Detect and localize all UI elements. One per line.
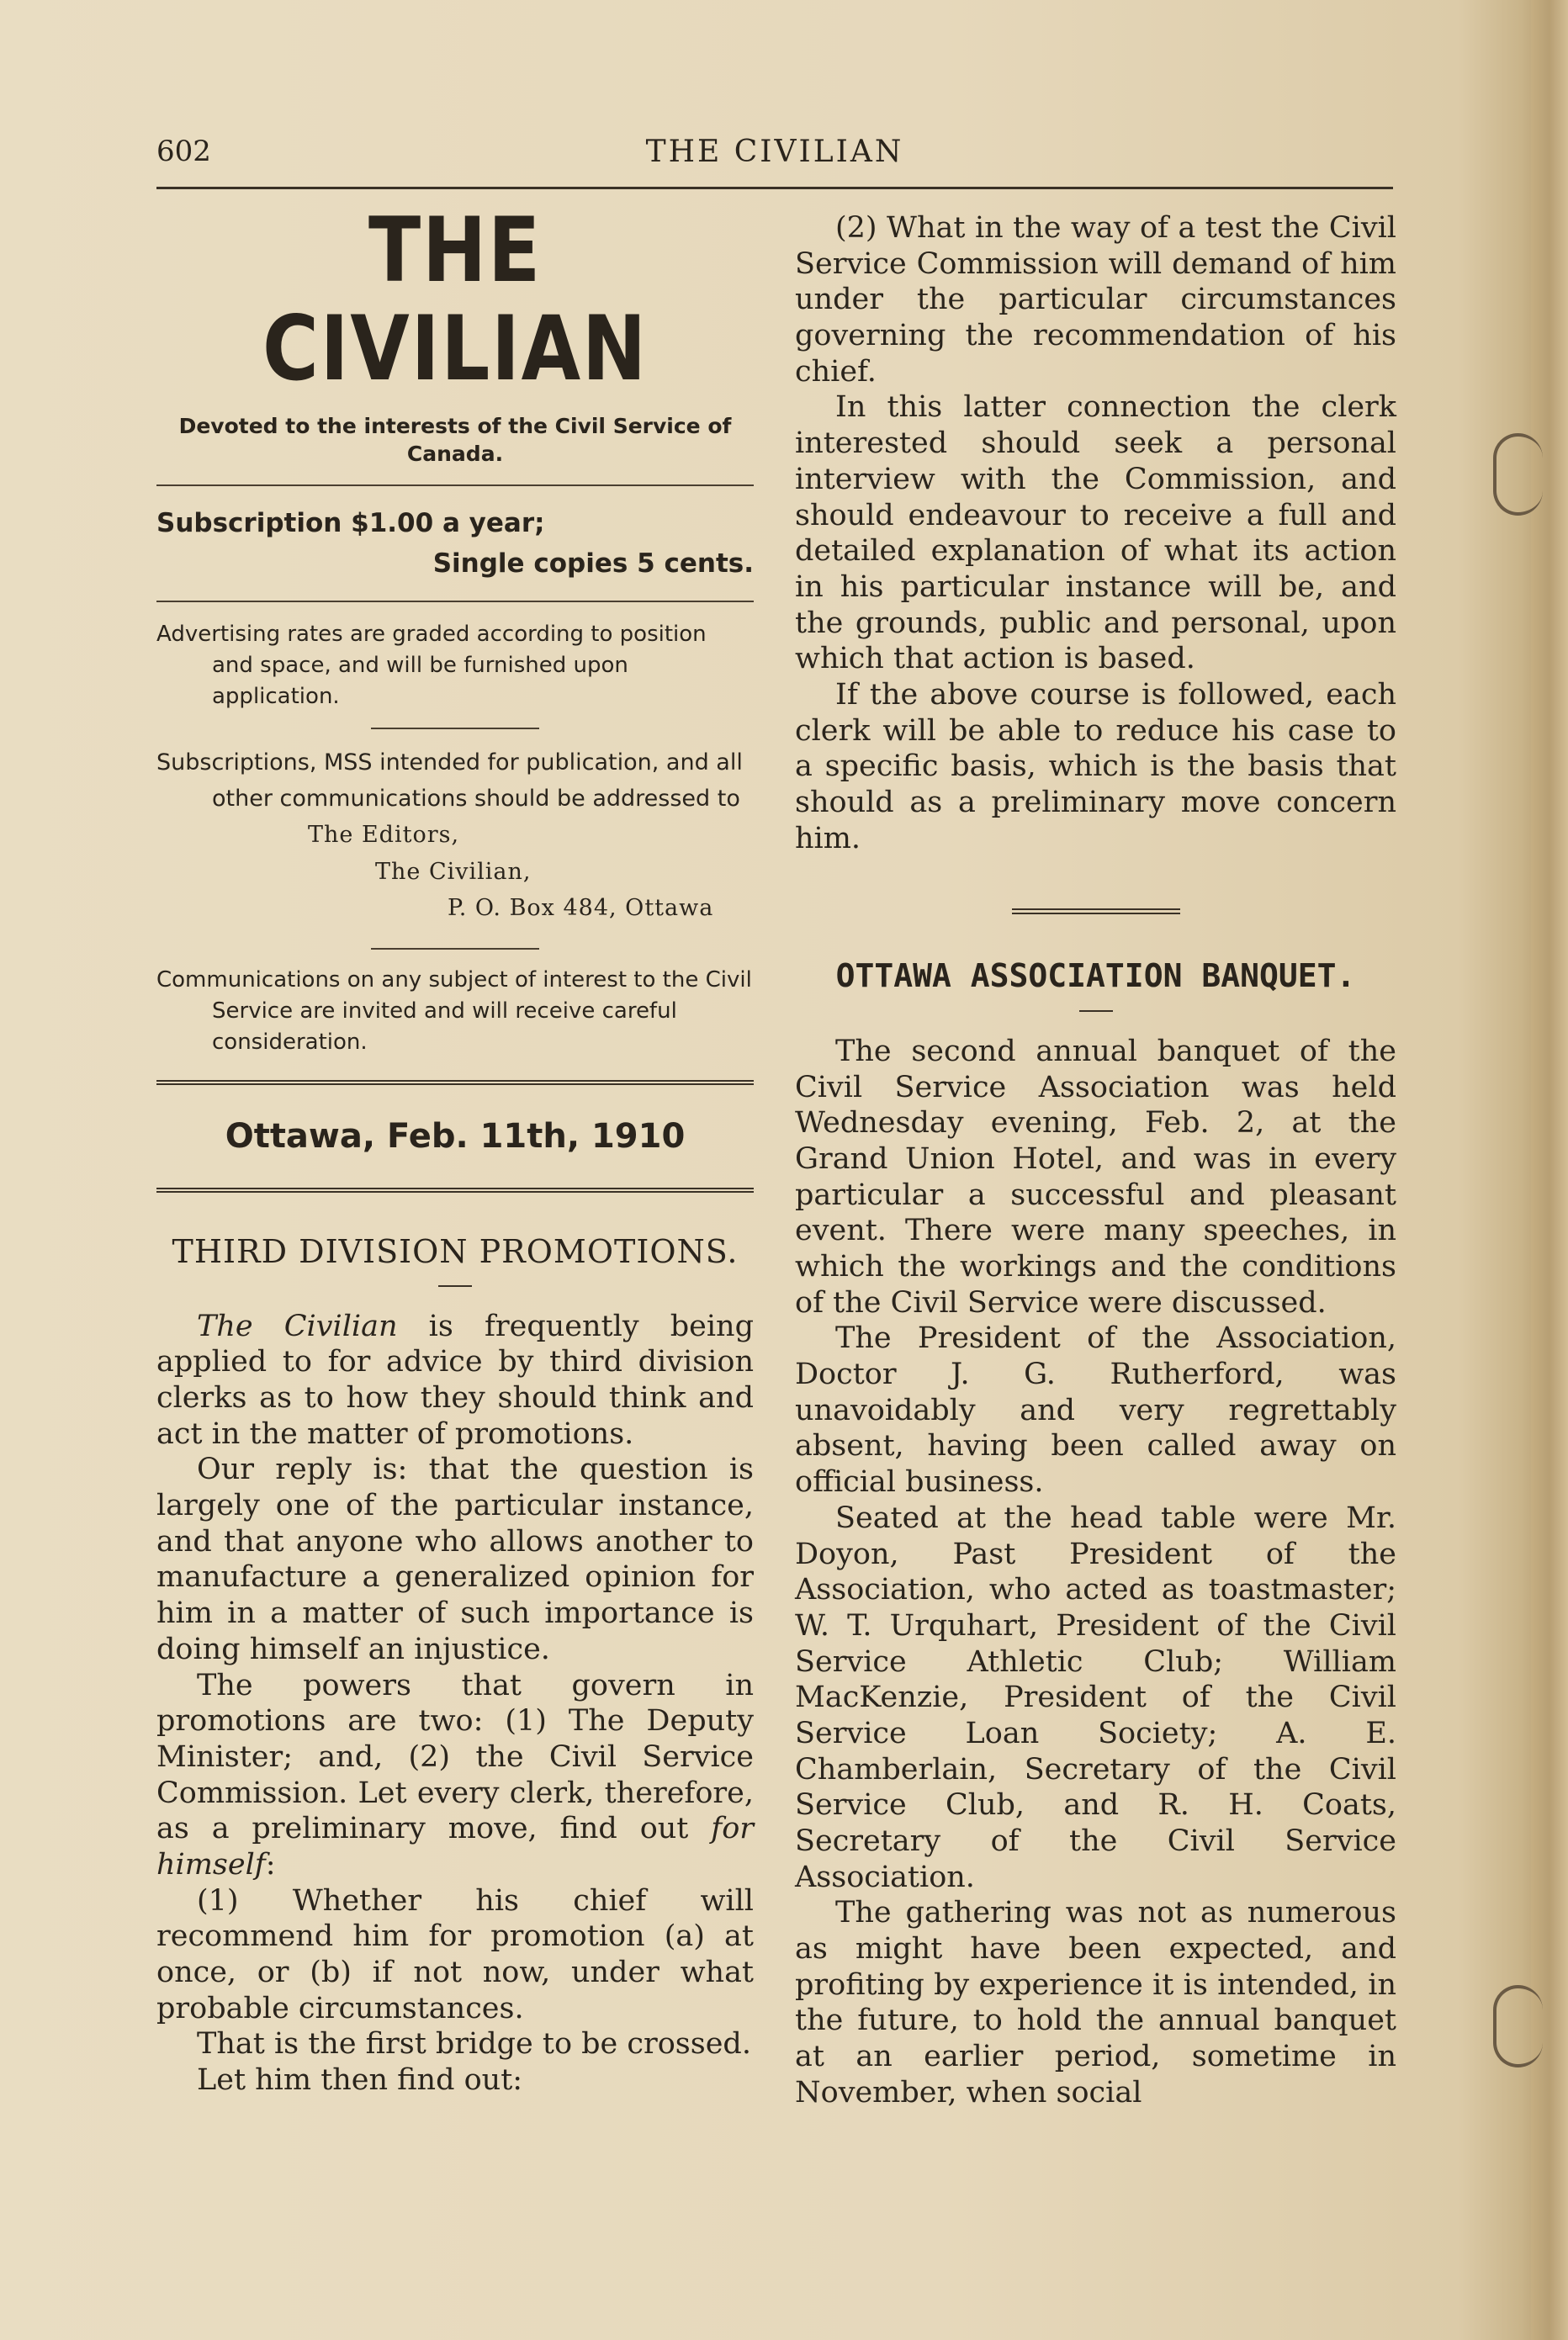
paragraph: The gathering was not as numerous as might have been expected, and profiting by experience it is intended, in the future, to hold the annual banquet at an earlier period, sometime in November, when social: [795, 1896, 1396, 2110]
divider: [156, 484, 754, 486]
paragraph: Our reply is: that the question is largely one of the particular instance, and that anyone who allows another to manufacture a generalized opinion for him in a matter of such importance is doing himself an injustice.: [156, 1453, 754, 1666]
advertising-notice: Advertising rates are graded according to position and space, and will be furnished upon application.: [156, 622, 707, 710]
single-copy-price: Single copies 5 cents.: [432, 548, 754, 580]
page-spine-edge: [1531, 0, 1568, 2340]
article-body-continued: [795, 210, 1396, 856]
article-body: [795, 1034, 1396, 2111]
binding-tab-mark: [1493, 1985, 1543, 2067]
paragraph: That is the first bridge to be crossed.: [197, 2027, 751, 2062]
right-column: [795, 210, 1396, 2111]
paragraph: (1) Whether his chief will recommend him for promotion (a) at once, or (b) if not now, under what probable circumstances.: [156, 1883, 754, 2025]
article-headline: THIRD DIVISION PROMOTIONS.: [172, 1232, 739, 1270]
issue-dateline: Ottawa, Feb. 11th, 1910: [225, 1116, 686, 1156]
headline-dash: [1079, 1010, 1113, 1012]
page-header: [156, 135, 1393, 185]
binding-tab-mark: [1493, 433, 1543, 516]
paragraph: The President of the Association, Doctor J. G. Rutherford, was unavoidably and very regrettably absent, having been called away on official business.: [795, 1321, 1396, 1500]
page-number: 602: [156, 135, 211, 168]
paragraph: Seated at the head table were Mr. Doyon, Past President of the Association, who acted as toastmaster; W. T. Urquhart, President of the Civil Service Athletic Club; William MacKenzie, President of the Civil Service Loan Society; A. E. Chamberlain, Secretary of the Civil Service Club, and R. H. Coats, Secretary of the Civil Service Association.: [795, 1501, 1396, 1894]
running-head: THE CIVILIAN: [645, 135, 904, 169]
paragraph: If the above course is followed, each clerk will be able to reduce his case to a specific basis, which is the basis that should as a preliminary move concern him.: [795, 677, 1396, 855]
paragraph: The second annual banquet of the Civil Service Association was held Wednesday evening, Feb. 2, at the Grand Union Hotel, and was in every particular a successful and pleasant event. There were many speeches, in which the workings and the conditions of the Civil Service were discussed.: [795, 1034, 1396, 1320]
paragraph: In this latter connection the clerk interested should seek a personal interview with the Commission, and should endeavour to receive a full and detailed explanation of what its action in his particular instance will be, and the grounds, public and personal, upon which that action is based.: [795, 390, 1396, 676]
section-separator: [1012, 908, 1180, 914]
paragraph-text: The powers that govern in promotions are two: (1) The Deputy Minister; and, (2) the Civil Service Commission. Let every clerk, therefore, as a preliminary move, find out: [156, 1668, 754, 1846]
address-line: The Editors,: [308, 822, 460, 849]
left-column: [156, 199, 755, 2099]
paragraph: [156, 1309, 754, 1453]
paragraph-text: :: [265, 1847, 276, 1882]
publication-name: The Civilian: [197, 1309, 398, 1343]
paragraph-text: is frequently being applied to for advice by third division clerks as to how they should think and act in the matter of promotions.: [156, 1309, 755, 1451]
paragraph: Let him then find out:: [197, 2063, 523, 2098]
article-body: [156, 1309, 754, 2099]
double-rule: [156, 1080, 754, 1085]
communications-notice: Communications on any subject of interest to the Civil Service are invited and will receive careful consideration.: [156, 966, 752, 1055]
short-divider: [371, 948, 539, 950]
headline-dash: [438, 1285, 472, 1287]
subscription-price: Subscription $1.00 a year;: [156, 508, 545, 539]
emphasis: for himself: [156, 1812, 754, 1882]
masthead-title: THE CIVILIAN: [262, 199, 648, 400]
paragraph: [156, 1668, 754, 1883]
double-rule: [156, 1188, 754, 1193]
masthead-tagline: Devoted to the interests of the Civil Service of Canada.: [178, 414, 732, 466]
address-line: P. O. Box 484, Ottawa: [448, 894, 714, 921]
divider: [156, 601, 754, 602]
short-divider: [371, 728, 539, 729]
address-line: The Civilian,: [375, 858, 532, 885]
article-headline: OTTAWA ASSOCIATION BANQUET.: [835, 957, 1356, 995]
subscriptions-notice: Subscriptions, MSS intended for publication, and all other communications should be addressed to: [156, 749, 743, 813]
paragraph: (2) What in the way of a test the Civil Service Commission will demand of him under the particular circumstances governing the recommendation of his chief.: [795, 211, 1396, 389]
header-rule: [156, 187, 1393, 189]
